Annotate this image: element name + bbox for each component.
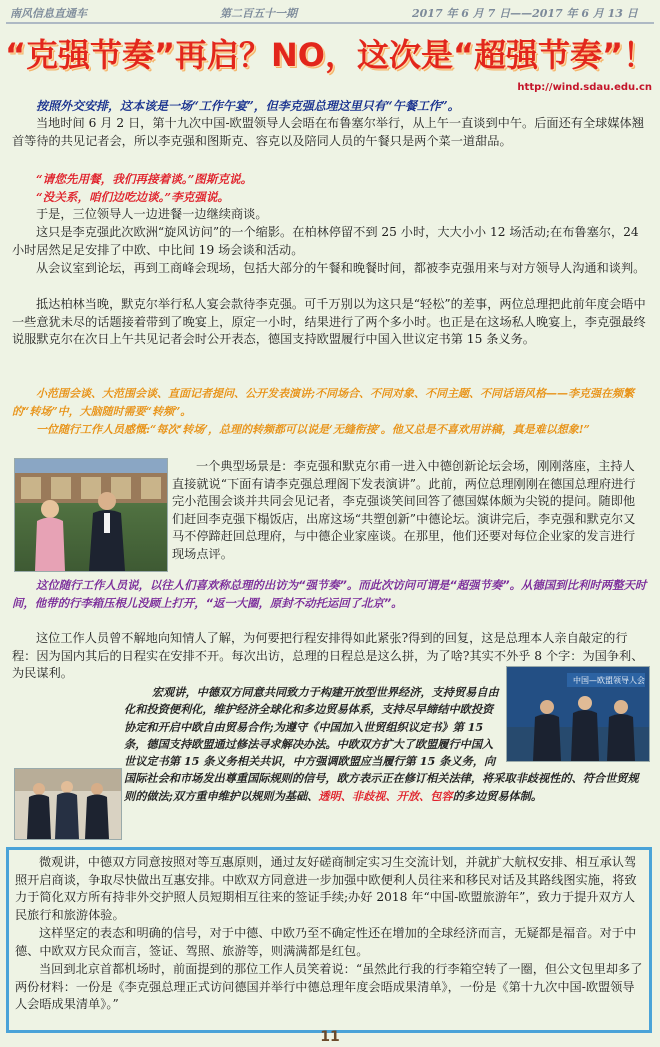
header-divider — [6, 22, 654, 24]
paragraph-7: 这位工作人员曾不解地向知情人了解，为何要把行程安排得如此紧张?得到的回复，这是总理本人亲自敲定的行程：因为国内其后的日程实在安排不开。每次出访，总理的日程总是这么拼，为了啥?其实不外乎 8 个字：为国争利、为民谋利。 — [12, 631, 644, 680]
paragraph-3: 这只是李克强此次欧洲“旋风访问”的一个缩影。在柏林停留不到 25 小时，大大小小 12 场活动;在布鲁塞尔，24 小时居然足足安排了中欧、中比间 19 场会谈和活动。 — [12, 225, 639, 257]
newsletter-name: 南风信息直通车 — [10, 7, 87, 20]
lead-line: 按照外交安排，这本该是一场“工作午宴”，但李克强总理这里只有“午餐工作”。 — [36, 99, 460, 113]
photo-li-merkel — [14, 458, 168, 572]
macro-end: 的多边贸易体制。 — [452, 788, 543, 803]
macro-left-spacer — [12, 768, 124, 840]
paragraph-4: 从会议室到论坛，再到工商峰会现场，包括大部分的午餐和晚餐时间，都被李克强用来与对方领导人沟通和谈判。 — [36, 261, 646, 275]
source-url[interactable]: http://wind.sdau.edu.cn — [517, 82, 652, 93]
macro-paragraph — [12, 684, 648, 840]
quote-li: “没关系，咱们边吃边谈。”李克强说。 — [36, 190, 230, 204]
page-header — [8, 2, 652, 22]
photo-li-merkel-illustration — [15, 459, 167, 571]
macro-right-spacer — [500, 684, 648, 754]
macro-text: 宏观讲，中德双方同意共同致力于构建开放型世界经济，支持贸易自由化和投资便利化，维护经济全球化和多边贸易体系，支持尽早缔结中欧投资协定和开启中欧自由贸易合作;为遵守《中国加入世贸组织议定书》第 15 条，德国支持欧盟通过修法寻求解决办法。中欧双方扩大了欧盟履行中国入世议定书第 15 条义务相关共识，中方强调欧盟应当履行第 15 条义务，向国际社会和市场发出尊重国际规则的信号，欧方表示正在修订相关法律，将采取非歧视性的、符合世贸规则的做法;双方重申维护以规则为基础、 — [124, 685, 639, 803]
orange-quote-2: 一位随行工作人员感慨:“每次‘转场’，总理的转频都可以说是‘无缝衔接’。他又总是不喜欢用讲稿，真是难以想象!” — [36, 423, 590, 436]
paragraph-6: 一个典型场景是：李克强和默克尔甫一进入中德创新论坛会场，刚刚落座，主持人直接就说“下面有请李克强总理阁下发表演讲”。此前，两位总理刚刚在德国总理府进行完小范围会谈并共同会见记者，李克强谈笑间回答了德国媒体颇为尖锐的提问。随即他们赶回李克强下榻饭店，出席这场“共塑创新”中德论坛。演讲完后，李克强和默克尔又马不停蹄赶回总理府，与中德企业家座谈。在那里，他们还要对每位企业家的发言进行现场点评。 — [172, 459, 636, 561]
paragraph-2: 于是，三位领导人一边进餐一边继续商谈。 — [36, 207, 268, 221]
signal-paragraph: 这样坚定的表态和明确的信号，对于中德、中欧乃至不确定性还在增加的全球经济而言，无疑都是福音。对于中德、中欧双方民众而言，签证、驾照、旅游等，则满满都是红包。 — [15, 926, 637, 958]
photo-eu-summit-caption: 中国—欧盟领导人会 — [573, 676, 645, 685]
ending-paragraph: 当回到北京首都机场时，前面提到的那位工作人员笑着说：“虽然此行我的行李箱空转了一圈，但公文包里却多了两份材料：一份是《李克强总理正式访问德国并举行中德总理年度会晤成果清单》，一份是《第十九次中国-欧盟领导人会晤成果清单》。” — [15, 962, 643, 1011]
macro-highlight: 透明、非歧视、开放、包容 — [318, 788, 453, 803]
paragraph-1: 当地时间 6 月 2 日，第十九次中国-欧盟领导人会晤在布鲁塞尔举行，从上午一直谈到中午。后面还有全球媒体翘首等待的共见记者会，所以李克强和图斯克、容克以及陪同人员的午餐只是两个菜一道甜品。 — [12, 116, 644, 148]
issue-date-range: 2017 年 6 月 7 日——2017 年 6 月 13 日 — [412, 7, 638, 20]
article-title: “克强节奏”再启？NO，这次是“超强节奏”！ — [4, 36, 656, 74]
micro-box — [6, 847, 652, 1033]
micro-paragraph: 微观讲，中德双方同意按照对等互惠原则，通过友好磋商制定实习生交流计划，并就扩大航权安排、相互承认驾照开启商谈，争取尽快做出互惠安排。中欧双方同意进一步加强中欧便利人员往来和移民对话及其路线图实施，将致力于简化双方所有持非外交护照人员短期相互往来的签证手续;办好 2018 年“中国-欧盟旅游年”，致力于提升双方人民旅行和旅游体验。 — [15, 855, 637, 922]
orange-quote-1: 小范围会谈、大范围会谈、直面记者提问、公开发表演讲;不同场合、不同对象、不同主题、不同话语风格——李克强在频繁的“转场”中，大脑随时需要“转频”。 — [12, 387, 635, 418]
issue-number: 第二百五十一期 — [220, 7, 297, 20]
page-number: 11 — [320, 1029, 340, 1045]
paragraph-5: 抵达柏林当晚，默克尔举行私人宴会款待李克强。可千万别以为这只是“轻松”的差事，两位总理把此前年度会晤中一些意犹未尽的话题接着带到了晚宴上，原定一小时，结果进行了两个多小时。也正是在这场私人晚宴上，李克强最终说服默克尔在次日上午共见记者会时公开表态，德国支持欧盟履行中国入世议定书第 15 条义务。 — [12, 297, 646, 346]
quote-tusk: “请您先用餐，我们再接着谈。”图斯克说。 — [36, 172, 253, 186]
purple-quote: 这位随行工作人员说，以往人们喜欢称总理的出访为“强节奏”。而此次访问可谓是“超强节奏”。从德国到比利时两整天时间，他带的行李箱压根儿没顾上打开，“返一大圈，原封不动托运回了北京”。 — [12, 578, 647, 610]
